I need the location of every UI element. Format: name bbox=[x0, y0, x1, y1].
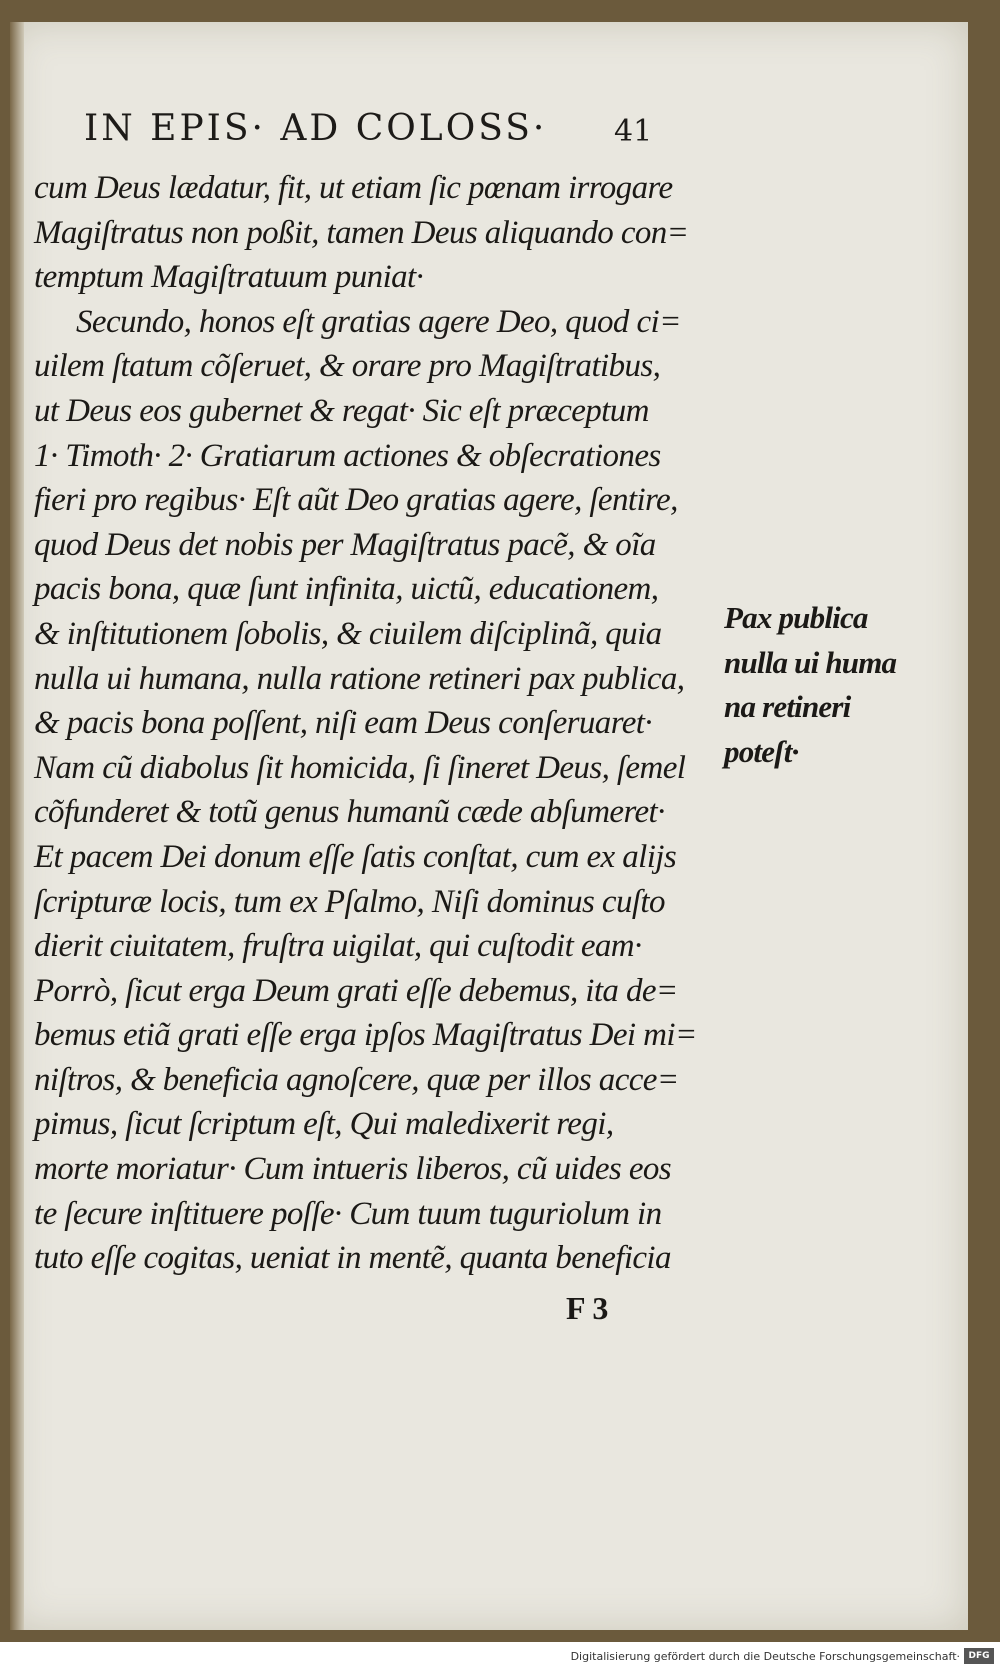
text-line: tuto eſſe cogitas, ueniat in mentẽ, quanta beneficia bbox=[34, 1240, 671, 1277]
text-line: Nam cũ diabolus ſit homicida, ſi ſineret Deus, ſemel bbox=[34, 749, 686, 786]
text-line: bemus etiã grati eſſe erga ipſos Magiſtratus Dei mi= bbox=[34, 1017, 697, 1054]
text-line: fieri pro regibus· Eſt aũt Deo gratias agere, ſentire, bbox=[34, 482, 678, 519]
text-line: Et pacem Dei donum eſſe ſatis conſtat, cum ex alijs bbox=[34, 838, 677, 875]
text-line: morte moriatur· Cum intueris liberos, cũ uides eos bbox=[34, 1151, 672, 1188]
signature-mark: F 3 bbox=[566, 1290, 609, 1326]
text-line: Porrò, ſicut erga Deum grati eſſe debemus, ita de= bbox=[34, 972, 678, 1009]
text-line: & pacis bona poſſent, niſi eam Deus conſeruaret· bbox=[34, 705, 652, 742]
marginal-line: Pax publica bbox=[724, 600, 868, 635]
text-line: cõfunderet & totũ genus humanũ cæde abſumeret· bbox=[34, 794, 665, 831]
running-header bbox=[84, 108, 684, 160]
text-line: uilem ſtatum cõſeruet, & orare pro Magiſtratibus, bbox=[34, 348, 661, 385]
text-line: quod Deus det nobis per Magiſtratus pacẽ, & oĩa bbox=[34, 526, 656, 563]
text-line: ſcripturæ locis, tum ex Pſalmo, Niſi dominus cuſto bbox=[34, 883, 665, 920]
text-line: cum Deus lædatur, fit, ut etiam ſic pœnam irrogare bbox=[34, 170, 673, 206]
running-title: IN EPIS· AD COLOSS· bbox=[84, 108, 548, 149]
text-line: ut Deus eos gubernet & regat· Sic eſt præceptum bbox=[34, 392, 649, 429]
folio-number: 41 bbox=[614, 114, 653, 149]
digitization-credit: Digitalisierung gefördert durch die Deutsche Forschungsgemeinschaft· bbox=[570, 1650, 960, 1663]
text-line: Secundo, honos eſt gratias agere Deo, quod ci= bbox=[76, 303, 681, 340]
text-line: nulla ui humana, nulla ratione retineri pax publica, bbox=[34, 660, 685, 697]
marginal-note bbox=[724, 596, 964, 774]
text-line: 1· Timoth· 2· Gratiarum actiones & obſecrationes bbox=[34, 437, 661, 474]
marginal-line: na retineri bbox=[724, 689, 851, 725]
text-line: dierit ciuitatem, fruſtra uigilat, qui cuſtodit eam· bbox=[34, 928, 642, 965]
text-line: & inſtitutionem ſobolis, & ciuilem diſciplinã, quia bbox=[34, 615, 662, 652]
dfg-logo: DFG bbox=[964, 1648, 994, 1664]
marginal-line: poteſt· bbox=[724, 733, 799, 769]
text-line: niſtros, & beneficia agnoſcere, quæ per illos acce= bbox=[34, 1061, 679, 1098]
text-line: Magiſtratus non poßit, tamen Deus aliquando con= bbox=[34, 214, 689, 251]
text-line: pimus, ſicut ſcriptum eſt, Qui maledixerit regi, bbox=[34, 1106, 614, 1143]
text-line: pacis bona, quæ ſunt infinita, uictũ, educationem, bbox=[34, 571, 659, 608]
text-line: temptum Magiſtratuum puniat· bbox=[34, 259, 424, 296]
page-gutter bbox=[10, 22, 24, 1630]
body-text bbox=[34, 166, 714, 1281]
marginal-line: nulla ui huma bbox=[724, 644, 897, 680]
text-line: te ſecure inſtituere poſſe· Cum tuum tuguriolum in bbox=[34, 1195, 662, 1232]
